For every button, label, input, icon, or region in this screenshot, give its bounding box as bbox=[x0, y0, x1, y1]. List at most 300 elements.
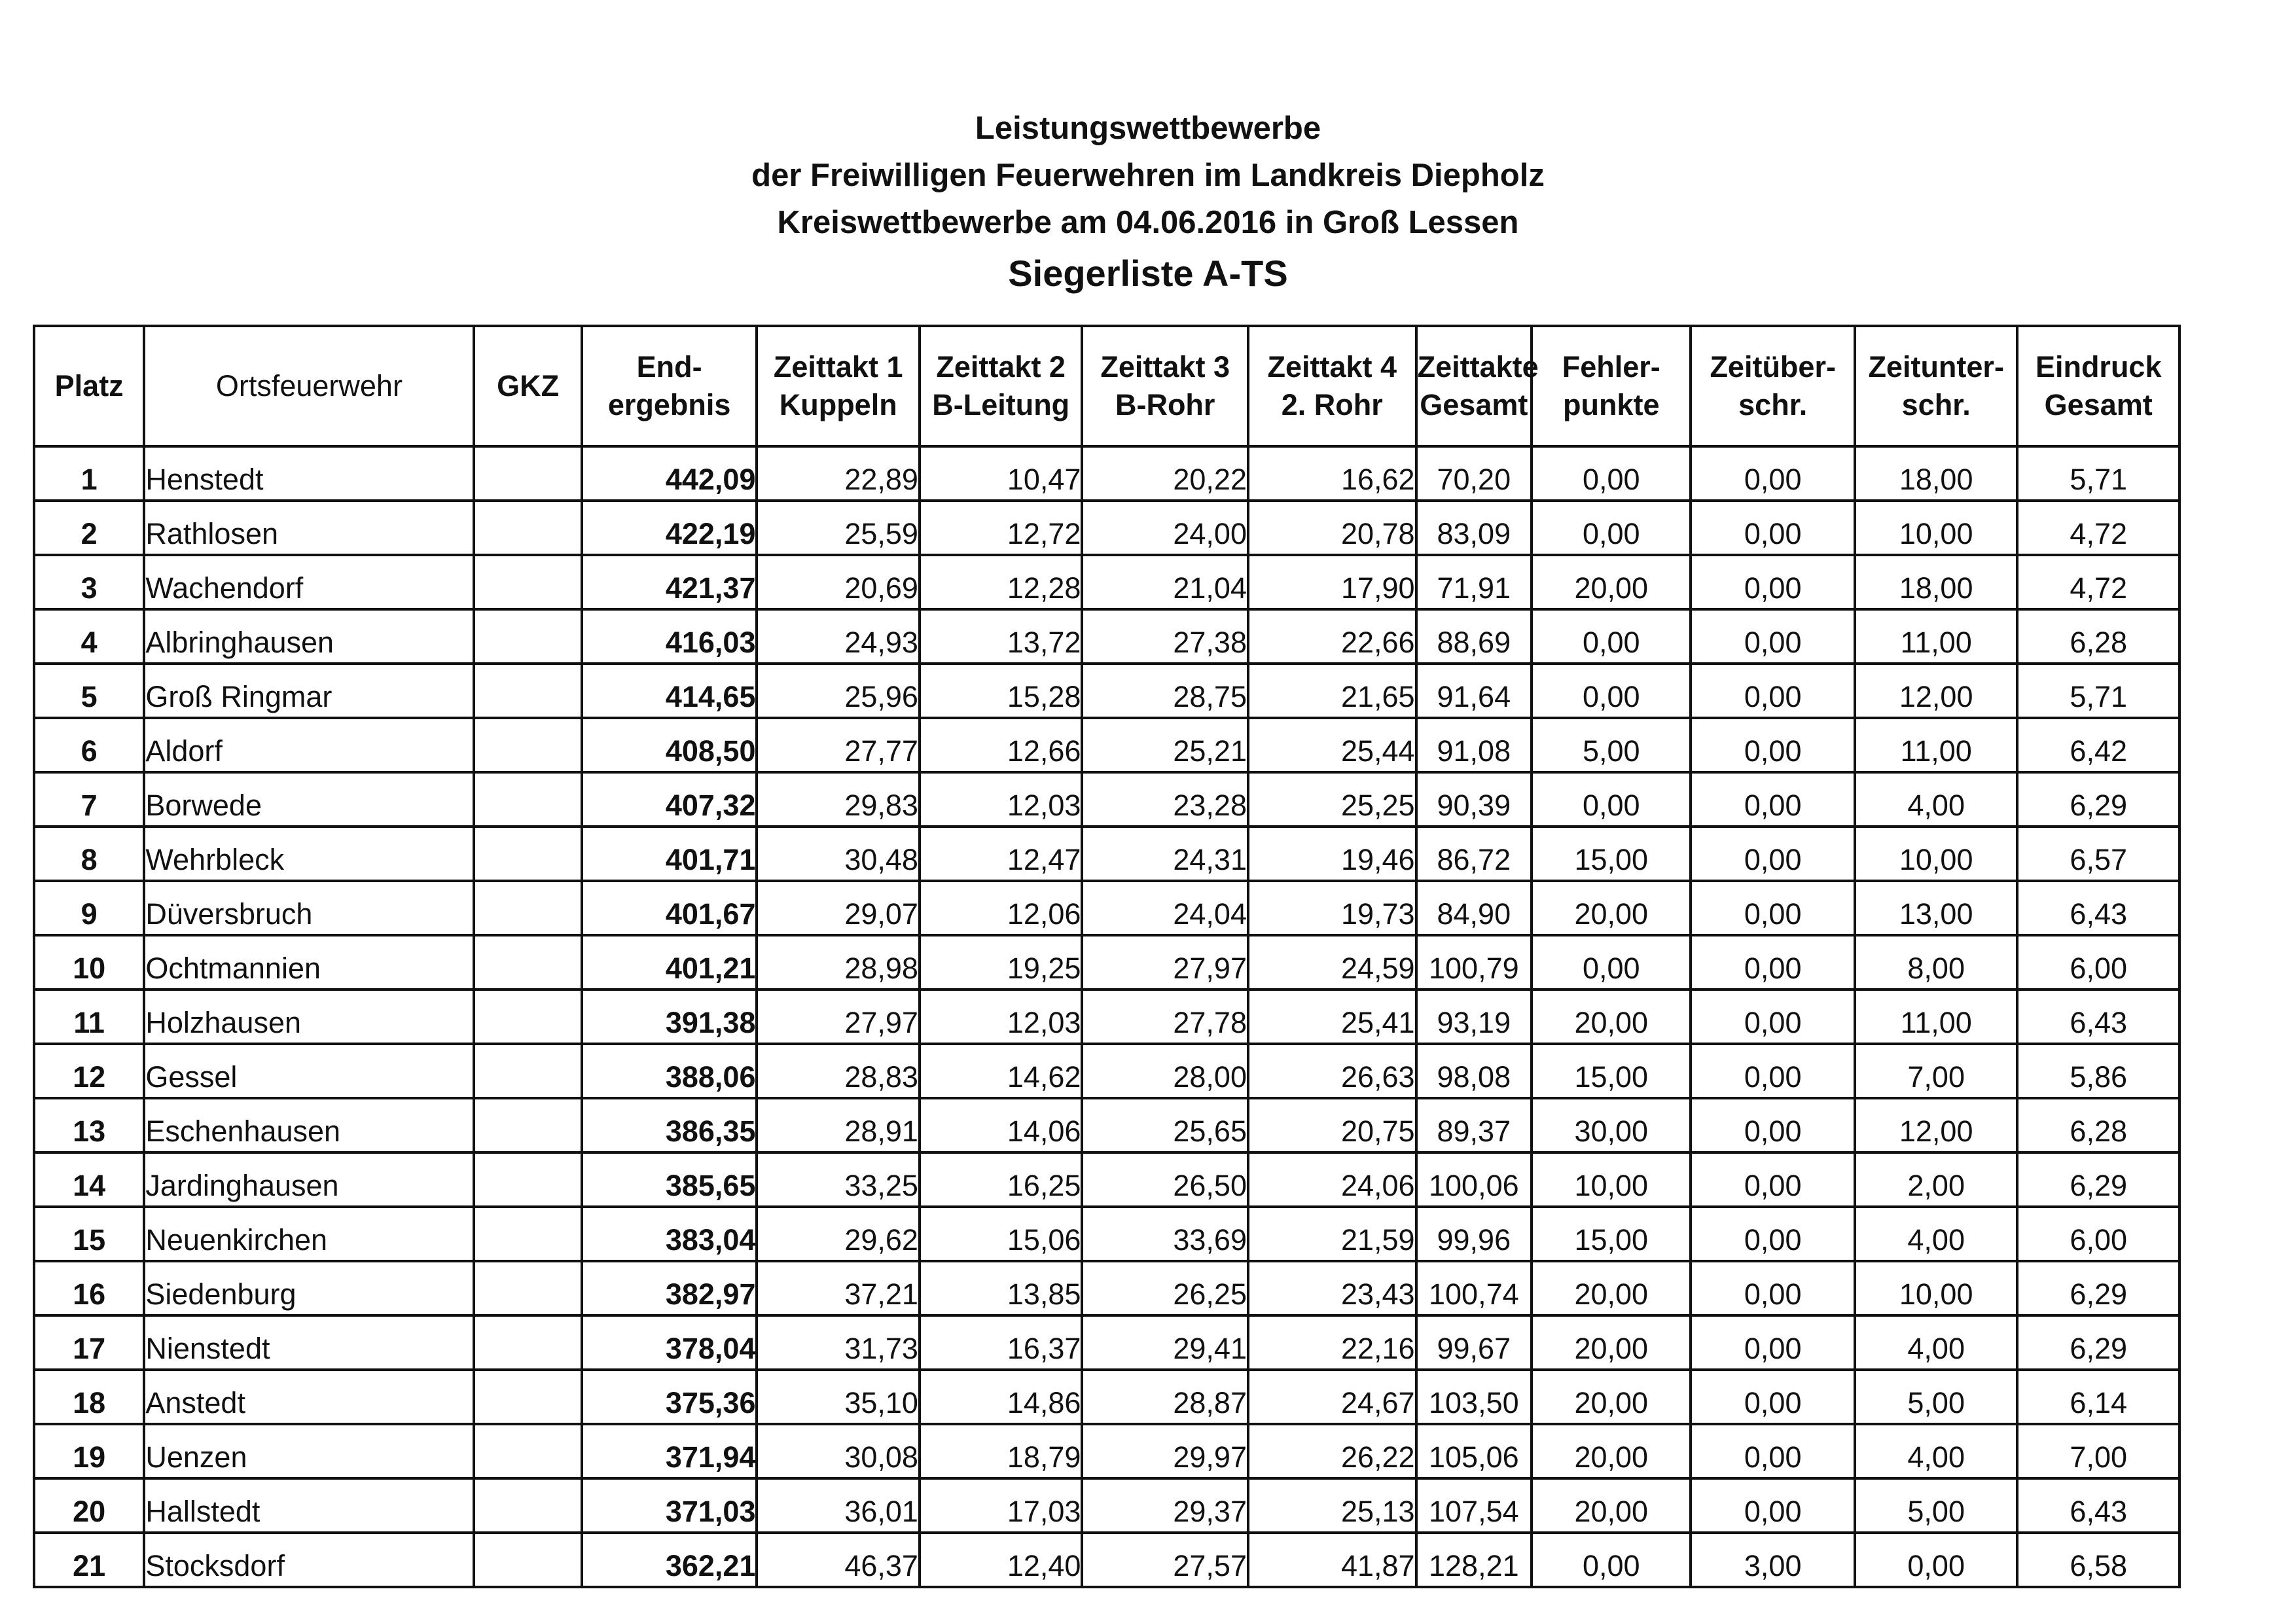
cell-platz: 3 bbox=[34, 555, 144, 609]
cell-gkz bbox=[474, 881, 581, 935]
cell-endergebnis: 422,19 bbox=[582, 501, 757, 555]
cell-gkz bbox=[474, 555, 581, 609]
cell-ortsfeuerwehr: Borwede bbox=[144, 772, 474, 827]
col-header-line2: Gesamt bbox=[1420, 388, 1528, 421]
cell-zeittakt-4: 25,41 bbox=[1248, 990, 1416, 1044]
cell-fehlerpunkte: 20,00 bbox=[1532, 1261, 1691, 1315]
cell-eindruck-gesamt: 6,29 bbox=[2017, 1152, 2179, 1207]
cell-zeittakt-4: 21,65 bbox=[1248, 664, 1416, 718]
cell-zeittakt-2: 14,86 bbox=[920, 1370, 1082, 1424]
cell-fehlerpunkte: 20,00 bbox=[1532, 990, 1691, 1044]
cell-zeittakt-4: 26,22 bbox=[1248, 1424, 1416, 1478]
cell-zeitunterschreitung: 4,00 bbox=[1855, 1424, 2017, 1478]
col-header-line2: punkte bbox=[1562, 388, 1660, 421]
table-row bbox=[34, 1098, 2179, 1152]
cell-zeittakt-3: 23,28 bbox=[1082, 772, 1248, 827]
cell-fehlerpunkte: 0,00 bbox=[1532, 446, 1691, 501]
cell-platz: 13 bbox=[34, 1098, 144, 1152]
cell-zeitunterschreitung: 18,00 bbox=[1855, 446, 2017, 501]
col-header-line2: 2. Rohr bbox=[1281, 388, 1383, 421]
cell-zeittakt-1: 25,96 bbox=[757, 664, 919, 718]
cell-zeittakt-3: 27,57 bbox=[1082, 1533, 1248, 1587]
cell-ortsfeuerwehr: Groß Ringmar bbox=[144, 664, 474, 718]
cell-endergebnis: 386,35 bbox=[582, 1098, 757, 1152]
cell-fehlerpunkte: 15,00 bbox=[1532, 827, 1691, 881]
cell-fehlerpunkte: 15,00 bbox=[1532, 1044, 1691, 1098]
cell-zeittakt-2: 13,85 bbox=[920, 1261, 1082, 1315]
cell-zeittakte-gesamt: 103,50 bbox=[1416, 1370, 1532, 1424]
col-header-line1: Zeittakte bbox=[1417, 350, 1539, 383]
col-header-line2: B-Rohr bbox=[1115, 388, 1215, 421]
cell-zeittakt-1: 29,62 bbox=[757, 1207, 919, 1261]
cell-zeittakt-2: 14,62 bbox=[920, 1044, 1082, 1098]
cell-zeittakt-1: 29,07 bbox=[757, 881, 919, 935]
cell-zeittakt-2: 10,47 bbox=[920, 446, 1082, 501]
cell-zeittakt-3: 28,00 bbox=[1082, 1044, 1248, 1098]
cell-zeittakt-2: 19,25 bbox=[920, 935, 1082, 990]
header-row bbox=[34, 326, 2179, 446]
cell-zeitueberschreitung: 0,00 bbox=[1691, 827, 1855, 881]
col-header-zeittakt-3 bbox=[1082, 326, 1248, 446]
cell-zeitueberschreitung: 0,00 bbox=[1691, 501, 1855, 555]
cell-fehlerpunkte: 0,00 bbox=[1532, 609, 1691, 664]
cell-gkz bbox=[474, 1533, 581, 1587]
cell-zeittakte-gesamt: 99,67 bbox=[1416, 1315, 1532, 1370]
cell-zeittakt-1: 20,69 bbox=[757, 555, 919, 609]
cell-eindruck-gesamt: 4,72 bbox=[2017, 555, 2179, 609]
cell-zeittakt-2: 14,06 bbox=[920, 1098, 1082, 1152]
cell-zeitunterschreitung: 12,00 bbox=[1855, 664, 2017, 718]
cell-zeitueberschreitung: 0,00 bbox=[1691, 1152, 1855, 1207]
table-row bbox=[34, 1207, 2179, 1261]
cell-zeittakt-3: 29,37 bbox=[1082, 1478, 1248, 1533]
cell-fehlerpunkte: 20,00 bbox=[1532, 1424, 1691, 1478]
cell-zeittakt-1: 27,77 bbox=[757, 718, 919, 772]
cell-endergebnis: 388,06 bbox=[582, 1044, 757, 1098]
cell-zeittakt-3: 29,41 bbox=[1082, 1315, 1248, 1370]
cell-zeitueberschreitung: 0,00 bbox=[1691, 664, 1855, 718]
cell-zeittakte-gesamt: 105,06 bbox=[1416, 1424, 1532, 1478]
cell-fehlerpunkte: 0,00 bbox=[1532, 1533, 1691, 1587]
title-line-1: Leistungswettbewerbe bbox=[975, 111, 1321, 146]
cell-gkz bbox=[474, 1044, 581, 1098]
cell-zeitueberschreitung: 3,00 bbox=[1691, 1533, 1855, 1587]
cell-zeittakt-3: 27,97 bbox=[1082, 935, 1248, 990]
cell-ortsfeuerwehr: Eschenhausen bbox=[144, 1098, 474, 1152]
cell-zeittakt-1: 33,25 bbox=[757, 1152, 919, 1207]
cell-ortsfeuerwehr: Nienstedt bbox=[144, 1315, 474, 1370]
cell-gkz bbox=[474, 1261, 581, 1315]
cell-platz: 4 bbox=[34, 609, 144, 664]
cell-eindruck-gesamt: 5,71 bbox=[2017, 446, 2179, 501]
cell-zeitunterschreitung: 4,00 bbox=[1855, 1315, 2017, 1370]
cell-platz: 10 bbox=[34, 935, 144, 990]
col-header-line1: Zeittakt 4 bbox=[1267, 350, 1397, 383]
cell-zeittakt-4: 24,59 bbox=[1248, 935, 1416, 990]
cell-zeitueberschreitung: 0,00 bbox=[1691, 772, 1855, 827]
cell-zeitunterschreitung: 10,00 bbox=[1855, 501, 2017, 555]
cell-zeitunterschreitung: 2,00 bbox=[1855, 1152, 2017, 1207]
cell-zeittakt-1: 30,08 bbox=[757, 1424, 919, 1478]
cell-gkz bbox=[474, 1424, 581, 1478]
cell-zeittakt-4: 16,62 bbox=[1248, 446, 1416, 501]
cell-ortsfeuerwehr: Düversbruch bbox=[144, 881, 474, 935]
cell-zeitueberschreitung: 0,00 bbox=[1691, 881, 1855, 935]
cell-eindruck-gesamt: 6,29 bbox=[2017, 772, 2179, 827]
cell-zeitueberschreitung: 0,00 bbox=[1691, 1207, 1855, 1261]
cell-zeitueberschreitung: 0,00 bbox=[1691, 1478, 1855, 1533]
cell-zeittakt-4: 22,66 bbox=[1248, 609, 1416, 664]
results-table bbox=[33, 325, 2181, 1588]
cell-platz: 18 bbox=[34, 1370, 144, 1424]
col-header-endergebnis bbox=[582, 326, 757, 446]
cell-fehlerpunkte: 10,00 bbox=[1532, 1152, 1691, 1207]
cell-zeittakt-3: 27,78 bbox=[1082, 990, 1248, 1044]
cell-zeittakt-4: 41,87 bbox=[1248, 1533, 1416, 1587]
cell-ortsfeuerwehr: Henstedt bbox=[144, 446, 474, 501]
cell-endergebnis: 414,65 bbox=[582, 664, 757, 718]
col-header-platz bbox=[34, 326, 144, 446]
cell-zeittakt-1: 29,83 bbox=[757, 772, 919, 827]
cell-gkz bbox=[474, 827, 581, 881]
cell-eindruck-gesamt: 4,72 bbox=[2017, 501, 2179, 555]
title-line-2: der Freiwilligen Feuerwehren im Landkreis Diepholz bbox=[751, 158, 1545, 193]
cell-fehlerpunkte: 5,00 bbox=[1532, 718, 1691, 772]
cell-platz: 8 bbox=[34, 827, 144, 881]
cell-endergebnis: 385,65 bbox=[582, 1152, 757, 1207]
cell-endergebnis: 442,09 bbox=[582, 446, 757, 501]
cell-zeittakt-3: 24,00 bbox=[1082, 501, 1248, 555]
table-row bbox=[34, 990, 2179, 1044]
cell-gkz bbox=[474, 990, 581, 1044]
cell-zeitueberschreitung: 0,00 bbox=[1691, 718, 1855, 772]
cell-zeittakt-4: 25,13 bbox=[1248, 1478, 1416, 1533]
cell-gkz bbox=[474, 664, 581, 718]
cell-ortsfeuerwehr: Holzhausen bbox=[144, 990, 474, 1044]
col-header-platz-label: Platz bbox=[54, 369, 124, 402]
cell-zeittakt-4: 22,16 bbox=[1248, 1315, 1416, 1370]
cell-zeittakt-3: 26,50 bbox=[1082, 1152, 1248, 1207]
cell-gkz bbox=[474, 501, 581, 555]
cell-zeittakt-3: 20,22 bbox=[1082, 446, 1248, 501]
cell-endergebnis: 401,71 bbox=[582, 827, 757, 881]
cell-gkz bbox=[474, 935, 581, 990]
cell-zeitunterschreitung: 0,00 bbox=[1855, 1533, 2017, 1587]
cell-zeittakt-3: 27,38 bbox=[1082, 609, 1248, 664]
cell-zeittakt-2: 12,06 bbox=[920, 881, 1082, 935]
cell-zeitueberschreitung: 0,00 bbox=[1691, 935, 1855, 990]
cell-zeitunterschreitung: 5,00 bbox=[1855, 1478, 2017, 1533]
cell-fehlerpunkte: 20,00 bbox=[1532, 555, 1691, 609]
cell-zeittakt-4: 26,63 bbox=[1248, 1044, 1416, 1098]
cell-fehlerpunkte: 15,00 bbox=[1532, 1207, 1691, 1261]
cell-zeitunterschreitung: 4,00 bbox=[1855, 1207, 2017, 1261]
cell-fehlerpunkte: 20,00 bbox=[1532, 1370, 1691, 1424]
table-row bbox=[34, 1315, 2179, 1370]
cell-zeittakt-3: 33,69 bbox=[1082, 1207, 1248, 1261]
cell-gkz bbox=[474, 1098, 581, 1152]
cell-zeittakt-1: 35,10 bbox=[757, 1370, 919, 1424]
cell-gkz bbox=[474, 1207, 581, 1261]
cell-ortsfeuerwehr: Rathlosen bbox=[144, 501, 474, 555]
cell-eindruck-gesamt: 6,58 bbox=[2017, 1533, 2179, 1587]
cell-ortsfeuerwehr: Aldorf bbox=[144, 718, 474, 772]
cell-zeittakt-2: 12,40 bbox=[920, 1533, 1082, 1587]
col-header-line2: schr. bbox=[1738, 388, 1808, 421]
cell-zeittakt-2: 12,66 bbox=[920, 718, 1082, 772]
cell-endergebnis: 391,38 bbox=[582, 990, 757, 1044]
cell-gkz bbox=[474, 1370, 581, 1424]
col-header-gkz-label: GKZ bbox=[497, 369, 560, 402]
table-header bbox=[34, 326, 2179, 446]
col-header-line1: Zeittakt 2 bbox=[936, 350, 1066, 383]
cell-zeitunterschreitung: 11,00 bbox=[1855, 609, 2017, 664]
col-header-line1: Zeittakt 1 bbox=[773, 350, 903, 383]
cell-endergebnis: 421,37 bbox=[582, 555, 757, 609]
table-row bbox=[34, 1370, 2179, 1424]
cell-fehlerpunkte: 20,00 bbox=[1532, 881, 1691, 935]
cell-zeittakt-2: 18,79 bbox=[920, 1424, 1082, 1478]
cell-zeitueberschreitung: 0,00 bbox=[1691, 990, 1855, 1044]
cell-zeittakte-gesamt: 84,90 bbox=[1416, 881, 1532, 935]
table-row bbox=[34, 1478, 2179, 1533]
cell-eindruck-gesamt: 6,28 bbox=[2017, 1098, 2179, 1152]
cell-fehlerpunkte: 20,00 bbox=[1532, 1478, 1691, 1533]
cell-zeittakt-4: 19,73 bbox=[1248, 881, 1416, 935]
col-header-fehlerpunkte bbox=[1532, 326, 1691, 446]
cell-zeitueberschreitung: 0,00 bbox=[1691, 1315, 1855, 1370]
table-row bbox=[34, 609, 2179, 664]
cell-endergebnis: 416,03 bbox=[582, 609, 757, 664]
table-row bbox=[34, 881, 2179, 935]
col-header-line2: B-Leitung bbox=[932, 388, 1070, 421]
cell-eindruck-gesamt: 6,57 bbox=[2017, 827, 2179, 881]
cell-zeittakt-3: 26,25 bbox=[1082, 1261, 1248, 1315]
cell-endergebnis: 378,04 bbox=[582, 1315, 757, 1370]
cell-zeittakt-1: 27,97 bbox=[757, 990, 919, 1044]
cell-zeitueberschreitung: 0,00 bbox=[1691, 1370, 1855, 1424]
cell-platz: 1 bbox=[34, 446, 144, 501]
cell-zeittakt-1: 37,21 bbox=[757, 1261, 919, 1315]
cell-ortsfeuerwehr: Jardinghausen bbox=[144, 1152, 474, 1207]
cell-eindruck-gesamt: 6,43 bbox=[2017, 881, 2179, 935]
cell-eindruck-gesamt: 5,71 bbox=[2017, 664, 2179, 718]
table-row bbox=[34, 827, 2179, 881]
cell-eindruck-gesamt: 6,00 bbox=[2017, 1207, 2179, 1261]
cell-eindruck-gesamt: 6,42 bbox=[2017, 718, 2179, 772]
cell-zeittakt-3: 28,75 bbox=[1082, 664, 1248, 718]
cell-platz: 5 bbox=[34, 664, 144, 718]
cell-platz: 6 bbox=[34, 718, 144, 772]
cell-eindruck-gesamt: 6,43 bbox=[2017, 990, 2179, 1044]
cell-zeittakt-1: 46,37 bbox=[757, 1533, 919, 1587]
table-row bbox=[34, 1424, 2179, 1478]
cell-zeitunterschreitung: 7,00 bbox=[1855, 1044, 2017, 1098]
cell-endergebnis: 375,36 bbox=[582, 1370, 757, 1424]
cell-zeittakt-3: 25,21 bbox=[1082, 718, 1248, 772]
col-header-line1: Fehler- bbox=[1562, 350, 1660, 383]
cell-fehlerpunkte: 20,00 bbox=[1532, 1315, 1691, 1370]
cell-ortsfeuerwehr: Gessel bbox=[144, 1044, 474, 1098]
cell-zeitueberschreitung: 0,00 bbox=[1691, 1098, 1855, 1152]
cell-zeittakte-gesamt: 100,74 bbox=[1416, 1261, 1532, 1315]
cell-zeittakte-gesamt: 100,06 bbox=[1416, 1152, 1532, 1207]
cell-zeittakt-2: 12,03 bbox=[920, 990, 1082, 1044]
cell-zeittakt-4: 19,46 bbox=[1248, 827, 1416, 881]
cell-zeittakt-4: 25,44 bbox=[1248, 718, 1416, 772]
cell-zeittakt-2: 16,37 bbox=[920, 1315, 1082, 1370]
cell-zeittakt-1: 28,83 bbox=[757, 1044, 919, 1098]
cell-zeitueberschreitung: 0,00 bbox=[1691, 609, 1855, 664]
cell-zeittakte-gesamt: 128,21 bbox=[1416, 1533, 1532, 1587]
cell-endergebnis: 407,32 bbox=[582, 772, 757, 827]
cell-platz: 7 bbox=[34, 772, 144, 827]
cell-zeittakt-2: 12,47 bbox=[920, 827, 1082, 881]
cell-eindruck-gesamt: 7,00 bbox=[2017, 1424, 2179, 1478]
cell-endergebnis: 382,97 bbox=[582, 1261, 757, 1315]
cell-zeittakte-gesamt: 107,54 bbox=[1416, 1478, 1532, 1533]
cell-zeittakt-2: 15,28 bbox=[920, 664, 1082, 718]
cell-zeittakt-1: 24,93 bbox=[757, 609, 919, 664]
cell-zeittakte-gesamt: 98,08 bbox=[1416, 1044, 1532, 1098]
cell-platz: 21 bbox=[34, 1533, 144, 1587]
table-row bbox=[34, 1533, 2179, 1587]
cell-endergebnis: 408,50 bbox=[582, 718, 757, 772]
cell-zeittakt-2: 12,03 bbox=[920, 772, 1082, 827]
cell-endergebnis: 362,21 bbox=[582, 1533, 757, 1587]
cell-platz: 15 bbox=[34, 1207, 144, 1261]
cell-zeitunterschreitung: 18,00 bbox=[1855, 555, 2017, 609]
cell-endergebnis: 401,21 bbox=[582, 935, 757, 990]
cell-zeittakt-1: 31,73 bbox=[757, 1315, 919, 1370]
table-row bbox=[34, 664, 2179, 718]
cell-ortsfeuerwehr: Stocksdorf bbox=[144, 1533, 474, 1587]
cell-zeitunterschreitung: 4,00 bbox=[1855, 772, 2017, 827]
cell-zeittakt-4: 25,25 bbox=[1248, 772, 1416, 827]
cell-endergebnis: 371,94 bbox=[582, 1424, 757, 1478]
cell-endergebnis: 371,03 bbox=[582, 1478, 757, 1533]
cell-zeitunterschreitung: 11,00 bbox=[1855, 718, 2017, 772]
cell-ortsfeuerwehr: Albringhausen bbox=[144, 609, 474, 664]
document-header bbox=[0, 105, 2296, 301]
cell-gkz bbox=[474, 1152, 581, 1207]
table-body bbox=[34, 446, 2179, 1587]
col-header-zeittakte-gesamt bbox=[1416, 326, 1539, 446]
cell-ortsfeuerwehr: Anstedt bbox=[144, 1370, 474, 1424]
cell-gkz bbox=[474, 446, 581, 501]
cell-zeitunterschreitung: 5,00 bbox=[1855, 1370, 2017, 1424]
cell-endergebnis: 401,67 bbox=[582, 881, 757, 935]
table-row bbox=[34, 555, 2179, 609]
document-title: Siegerliste A-TS bbox=[1008, 253, 1288, 294]
cell-zeittakt-4: 20,78 bbox=[1248, 501, 1416, 555]
cell-zeittakt-3: 24,04 bbox=[1082, 881, 1248, 935]
cell-eindruck-gesamt: 6,28 bbox=[2017, 609, 2179, 664]
col-header-line1: Zeittakt 3 bbox=[1100, 350, 1230, 383]
cell-zeittakt-4: 17,90 bbox=[1248, 555, 1416, 609]
cell-eindruck-gesamt: 6,29 bbox=[2017, 1261, 2179, 1315]
cell-platz: 9 bbox=[34, 881, 144, 935]
cell-zeittakte-gesamt: 83,09 bbox=[1416, 501, 1532, 555]
cell-gkz bbox=[474, 609, 581, 664]
col-header-line1: Eindruck bbox=[2035, 350, 2162, 383]
col-header-gkz bbox=[474, 326, 581, 446]
cell-zeitunterschreitung: 10,00 bbox=[1855, 1261, 2017, 1315]
cell-zeittakt-2: 17,03 bbox=[920, 1478, 1082, 1533]
cell-zeittakt-3: 24,31 bbox=[1082, 827, 1248, 881]
cell-zeittakt-2: 12,72 bbox=[920, 501, 1082, 555]
col-header-zeitunterschreitung bbox=[1855, 326, 2017, 446]
cell-zeittakt-1: 28,98 bbox=[757, 935, 919, 990]
col-header-ortsfeuerwehr-label: Ortsfeuerwehr bbox=[215, 369, 403, 402]
cell-eindruck-gesamt: 6,29 bbox=[2017, 1315, 2179, 1370]
table-row bbox=[34, 1261, 2179, 1315]
cell-ortsfeuerwehr: Ochtmannien bbox=[144, 935, 474, 990]
cell-gkz bbox=[474, 1315, 581, 1370]
cell-zeittakt-1: 36,01 bbox=[757, 1478, 919, 1533]
cell-ortsfeuerwehr: Wehrbleck bbox=[144, 827, 474, 881]
col-header-line2: ergebnis bbox=[607, 388, 731, 421]
table-row bbox=[34, 935, 2179, 990]
cell-zeittakte-gesamt: 88,69 bbox=[1416, 609, 1532, 664]
col-header-line1: Zeitunter- bbox=[1868, 350, 2004, 383]
cell-ortsfeuerwehr: Siedenburg bbox=[144, 1261, 474, 1315]
cell-platz: 2 bbox=[34, 501, 144, 555]
cell-fehlerpunkte: 30,00 bbox=[1532, 1098, 1691, 1152]
col-header-line2: Kuppeln bbox=[779, 388, 897, 421]
cell-fehlerpunkte: 0,00 bbox=[1532, 772, 1691, 827]
cell-ortsfeuerwehr: Neuenkirchen bbox=[144, 1207, 474, 1261]
cell-gkz bbox=[474, 772, 581, 827]
cell-zeittakt-1: 22,89 bbox=[757, 446, 919, 501]
cell-zeittakt-4: 24,67 bbox=[1248, 1370, 1416, 1424]
cell-zeittakt-2: 13,72 bbox=[920, 609, 1082, 664]
cell-zeittakt-1: 25,59 bbox=[757, 501, 919, 555]
cell-ortsfeuerwehr: Hallstedt bbox=[144, 1478, 474, 1533]
table-row bbox=[34, 772, 2179, 827]
cell-platz: 12 bbox=[34, 1044, 144, 1098]
table-row bbox=[34, 446, 2179, 501]
table-row bbox=[34, 501, 2179, 555]
col-header-line2: schr. bbox=[1901, 388, 1971, 421]
cell-zeitueberschreitung: 0,00 bbox=[1691, 555, 1855, 609]
cell-eindruck-gesamt: 5,86 bbox=[2017, 1044, 2179, 1098]
cell-gkz bbox=[474, 718, 581, 772]
cell-zeittakte-gesamt: 100,79 bbox=[1416, 935, 1532, 990]
cell-zeitueberschreitung: 0,00 bbox=[1691, 1261, 1855, 1315]
cell-fehlerpunkte: 0,00 bbox=[1532, 664, 1691, 718]
cell-zeittakt-4: 20,75 bbox=[1248, 1098, 1416, 1152]
cell-zeittakte-gesamt: 71,91 bbox=[1416, 555, 1532, 609]
cell-zeittakte-gesamt: 91,64 bbox=[1416, 664, 1532, 718]
cell-fehlerpunkte: 0,00 bbox=[1532, 501, 1691, 555]
cell-zeittakt-2: 15,06 bbox=[920, 1207, 1082, 1261]
cell-zeittakte-gesamt: 99,96 bbox=[1416, 1207, 1532, 1261]
cell-zeittakt-3: 28,87 bbox=[1082, 1370, 1248, 1424]
col-header-line1: Zeitüber- bbox=[1710, 350, 1836, 383]
cell-platz: 16 bbox=[34, 1261, 144, 1315]
cell-zeitueberschreitung: 0,00 bbox=[1691, 446, 1855, 501]
cell-platz: 11 bbox=[34, 990, 144, 1044]
cell-zeitueberschreitung: 0,00 bbox=[1691, 1044, 1855, 1098]
cell-eindruck-gesamt: 6,43 bbox=[2017, 1478, 2179, 1533]
cell-zeittakt-4: 24,06 bbox=[1248, 1152, 1416, 1207]
cell-ortsfeuerwehr: Uenzen bbox=[144, 1424, 474, 1478]
col-header-line2: Gesamt bbox=[2044, 388, 2153, 421]
col-header-line1: End- bbox=[636, 350, 702, 383]
cell-zeittakte-gesamt: 86,72 bbox=[1416, 827, 1532, 881]
cell-zeittakt-3: 29,97 bbox=[1082, 1424, 1248, 1478]
